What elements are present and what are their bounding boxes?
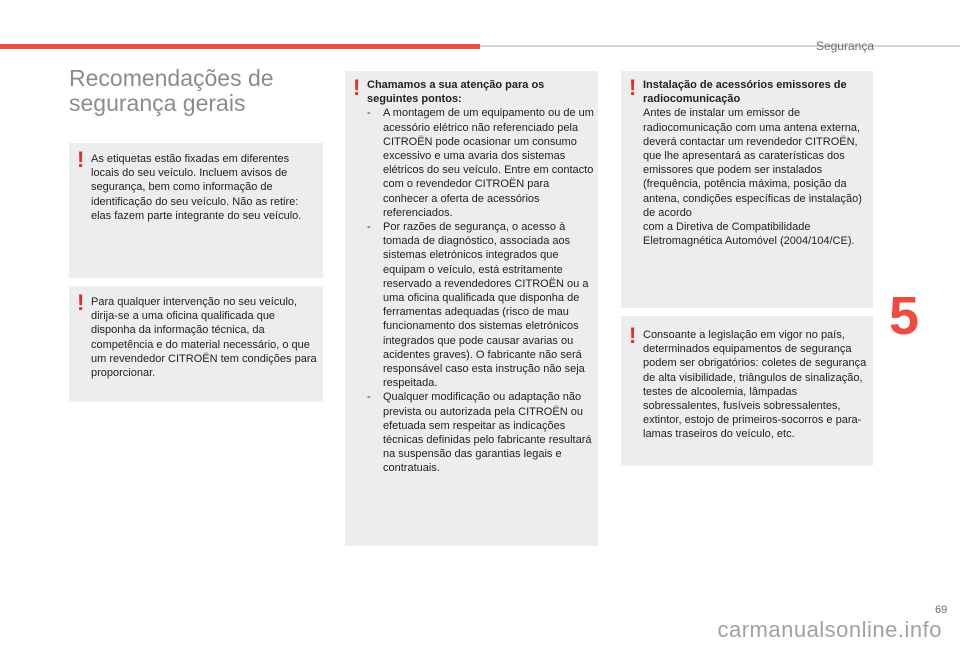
warning-icon: ! — [77, 290, 85, 315]
list-item — [367, 106, 594, 220]
section-header: Segurança — [815, 39, 874, 53]
warning-icon: ! — [77, 147, 85, 172]
radio-accessories-text: Antes de instalar um emissor de radiocomunicação com uma antena externa, deverá contactar um revendedor CITROËN, que lhe apresentará as caraterísticas dos emissores que podem ser instalados (frequência, potência máxima, posição da antena, condições específicas de instalação) de acordo — [643, 107, 862, 219]
list-item-text: A montagem de um equipamento ou de um acessório elétrico não referenciado pela CITROËN pode ocasionar um consumo excessivo e uma avaria dos sistemas elétricos do seu veículo. Entre em contacto com o revendedor CITROËN para conhecer a oferta de acessórios referenciados. — [383, 107, 594, 219]
radio-accessories-directive: com a Diretiva de Compatibilidade Eletromagnética Automóvel (2004/104/CE). — [643, 221, 855, 248]
radio-accessories-heading: Instalação de acessórios emissores de radiocomunicação — [643, 79, 847, 106]
page-number: 69 — [935, 604, 948, 616]
header-accent-bar — [0, 44, 480, 49]
mandatory-equipment-text: Consoante a legislação em vigor no país, determinados equipamentos de segurança podem ser obrigatórios: coletes de segurança de alta visibilidade, triângulos de sinalização, testes de alcoolemia, lâmpadas sobressalentes, fusíveis sobressalentes, extintor, estojo de primeiros-socorros e para-lamas traseiros do veículo, etc. — [643, 329, 867, 441]
attention-points-heading: Chamamos a sua atenção para os seguintes pontos: — [367, 79, 545, 106]
radio-accessories-content — [643, 78, 869, 248]
warning-icon: ! — [629, 75, 637, 100]
list-item-text: Qualquer modificação ou adaptação não prevista ou autorizada pela CITROËN ou efetuada sem respeitar as indicações técnicas definidas pelo fabricante resultará na suspensão das garantias legais e contratuais. — [383, 391, 592, 475]
list-item — [367, 220, 594, 390]
header-rule — [480, 45, 960, 47]
attention-points-content — [367, 78, 594, 476]
labels-warning-box — [69, 143, 323, 278]
list-dash: - — [367, 107, 371, 120]
mandatory-equipment-box — [621, 316, 873, 466]
warning-icon: ! — [629, 323, 637, 348]
workshop-warning-text: Para qualquer intervenção no seu veículo, dirija-se a uma oficina qualificada que disponha da informação técnica, da competência e do material necessário, o que um revendedor CITROËN tem condições para proporcionar. — [91, 296, 317, 380]
attention-points-box — [345, 71, 598, 546]
list-item — [367, 390, 594, 475]
workshop-warning-box — [69, 286, 323, 402]
list-item-text: Por razões de segurança, o acesso à tomada de diagnóstico, associada aos sistemas eletrónicos integrados que equipam o veículo, está estritamente reservado a revendedores CITROËN ou a uma oficina qualificada que disponha de ferramentas adequadas (risco de mau funcionamento dos sistemas eletrónicos integrados que pode causar avarias ou acidentes graves). O fabricante não será responsável caso esta instrução não seja respeitada. — [383, 221, 589, 390]
chapter-number: 5 — [889, 286, 920, 346]
labels-warning-text: As etiquetas estão fixadas em diferentes locais do seu veículo. Incluem avisos de segurança, bem como informação de identificação do seu veículo. Não as retire: elas fazem parte integrante do seu veículo. — [91, 153, 302, 222]
radio-accessories-box — [621, 71, 873, 308]
list-dash: - — [367, 391, 371, 404]
warning-icon: ! — [353, 75, 361, 100]
list-dash: - — [367, 221, 371, 234]
watermark: carmanualsonline.info — [717, 617, 942, 642]
page-title: Recomendações de segurança gerais — [69, 65, 274, 116]
